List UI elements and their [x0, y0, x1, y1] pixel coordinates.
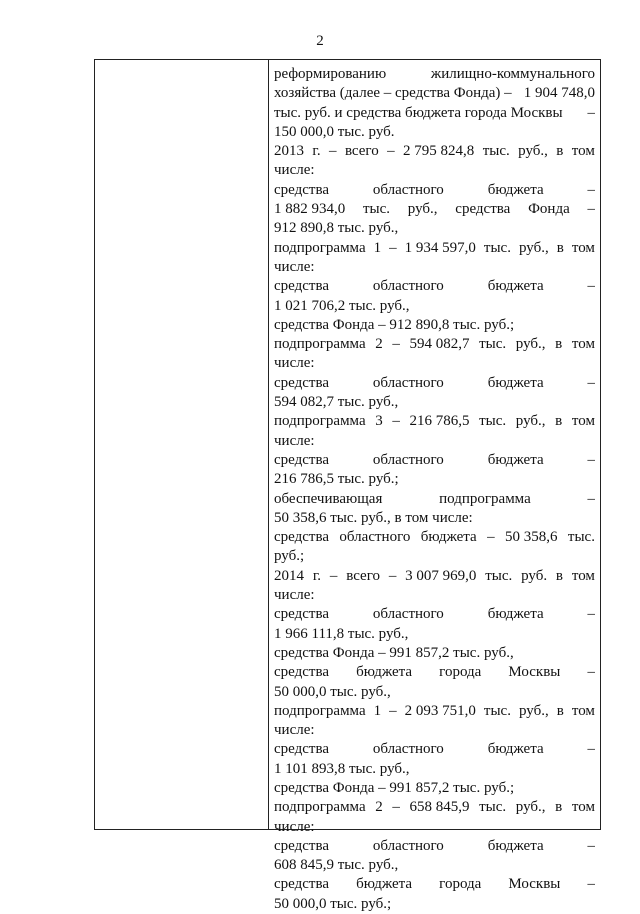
document-table [94, 59, 601, 912]
text-fragment: – [392, 799, 400, 816]
text-fragment: тыс. [479, 799, 507, 816]
text-fragment: руб.; [274, 548, 305, 565]
text-fragment: том [571, 799, 595, 816]
text-fragment: – [387, 143, 395, 160]
text-fragment: – [329, 143, 337, 160]
text-line [274, 354, 595, 373]
text-fragment: г. [312, 143, 321, 160]
text-fragment: областного [372, 278, 444, 295]
text-fragment: областного [372, 741, 444, 758]
text-fragment: бюджета [487, 741, 544, 758]
text-fragment: реформированию [274, 66, 387, 82]
text-fragment: бюджета [420, 529, 477, 546]
text-fragment: – [587, 104, 595, 121]
text-fragment: подпрограмма [274, 336, 366, 353]
text-fragment: бюджета [487, 451, 544, 468]
text-fragment: руб., [515, 799, 546, 816]
text-fragment: – [587, 837, 595, 854]
text-line [274, 740, 595, 759]
text-fragment: 150 000,0 тыс. руб. [274, 123, 395, 140]
text-line [274, 509, 595, 528]
text-fragment: тыс. [485, 567, 513, 584]
text-line [274, 123, 595, 142]
text-fragment: руб., [407, 201, 438, 218]
table-right-cell [269, 60, 600, 912]
text-fragment: 50 358,6 тыс. руб., в том числе: [274, 509, 473, 526]
text-fragment: средства Фонда – 991 857,2 тыс. руб., [274, 644, 514, 661]
text-fragment: руб., [518, 239, 549, 256]
text-line [274, 605, 595, 624]
text-fragment: средства [274, 606, 330, 623]
text-fragment: 1 882 934,0 [274, 201, 346, 218]
text-fragment: – [587, 664, 595, 681]
text-line [274, 393, 595, 412]
text-fragment: бюджета [356, 876, 413, 893]
text-fragment: – [587, 201, 595, 218]
text-fragment: в [555, 799, 563, 816]
text-fragment: подпрограмма [439, 490, 531, 507]
text-line [274, 316, 595, 335]
text-line [274, 239, 595, 258]
text-fragment: том [571, 143, 595, 160]
text-fragment: обеспечивающая [274, 490, 383, 507]
text-fragment: руб., [518, 702, 549, 719]
text-fragment: тыс. [483, 239, 511, 256]
text-fragment: 1 [373, 702, 382, 719]
text-fragment: средства [274, 451, 330, 468]
text-fragment: – [587, 741, 595, 758]
text-line [274, 490, 595, 509]
text-fragment: Москвы [508, 664, 561, 681]
text-line [274, 875, 595, 894]
text-fragment: руб., [518, 143, 548, 160]
text-fragment: подпрограмма [274, 413, 366, 430]
text-fragment: 2013 [274, 143, 304, 160]
text-fragment: – [587, 876, 595, 893]
text-fragment: 1 [373, 239, 382, 256]
text-fragment: бюджета [487, 374, 544, 391]
text-fragment: всего [346, 567, 380, 584]
text-line [274, 335, 595, 354]
text-fragment: руб., [515, 336, 546, 353]
text-fragment: областного [372, 451, 444, 468]
text-fragment: числе: [274, 258, 315, 275]
text-line [274, 779, 595, 798]
text-fragment: средства [274, 181, 330, 198]
text-fragment: 2 [375, 336, 383, 353]
text-fragment: хозяйства (далее – средства Фонда) – [274, 85, 512, 102]
text-fragment: 594 082,7 тыс. руб., [274, 394, 399, 411]
text-fragment: бюджета [487, 606, 544, 623]
text-line [274, 586, 595, 605]
text-fragment: 2 795 824,8 [403, 143, 475, 160]
text-fragment: подпрограмма [274, 239, 366, 256]
text-fragment: числе: [274, 722, 315, 739]
text-fragment: 658 845,9 [409, 799, 470, 816]
text-fragment: – [392, 336, 400, 353]
text-line [274, 625, 595, 644]
text-fragment: – [487, 529, 495, 546]
text-fragment: – [587, 606, 595, 623]
text-fragment: областного [372, 181, 444, 198]
text-fragment: средства Фонда – 991 857,2 тыс. руб.; [274, 779, 515, 796]
text-fragment: 594 082,7 [409, 336, 470, 353]
text-line [274, 297, 595, 316]
text-line [274, 374, 595, 393]
text-line [274, 567, 595, 586]
text-fragment: средства [274, 529, 330, 546]
text-fragment: в [555, 567, 564, 584]
text-fragment: средства [274, 876, 330, 893]
text-fragment: в [555, 413, 563, 430]
text-line [274, 895, 595, 914]
text-fragment: числе: [274, 355, 315, 372]
text-line [274, 683, 595, 702]
text-line [274, 84, 595, 103]
text-fragment: подпрограмма [274, 702, 366, 719]
text-fragment: – [389, 702, 397, 719]
text-line [274, 547, 595, 566]
text-fragment: областного [372, 374, 444, 391]
text-fragment: 1 021 706,2 тыс. руб., [274, 297, 410, 314]
text-fragment: – [329, 567, 338, 584]
text-line [274, 451, 595, 470]
text-line [274, 277, 595, 296]
text-fragment: в [555, 336, 563, 353]
text-fragment: областного [372, 837, 444, 854]
text-line [274, 219, 595, 238]
table-left-cell [95, 60, 269, 829]
text-fragment: 1 934 597,0 [404, 239, 476, 256]
text-fragment: бюджета [487, 837, 544, 854]
text-fragment: – [587, 490, 595, 507]
text-fragment: 2014 [274, 567, 304, 584]
text-fragment: в [556, 143, 564, 160]
text-fragment: руб. [521, 567, 548, 584]
text-fragment: – [392, 413, 400, 430]
text-fragment: бюджета [487, 278, 544, 295]
text-fragment: в [556, 702, 564, 719]
text-fragment: г. [312, 567, 322, 584]
text-fragment: 1 966 111,8 тыс. руб., [274, 625, 409, 642]
text-fragment: том [571, 336, 595, 353]
text-line [274, 721, 595, 740]
text-fragment: всего [344, 143, 379, 160]
text-fragment: 50 000,0 тыс. руб., [274, 683, 391, 700]
text-line [274, 760, 595, 779]
text-fragment: жилищно-коммунального [430, 66, 595, 82]
text-fragment: Фонда [528, 201, 570, 218]
text-fragment: числе: [274, 162, 315, 179]
text-fragment: 3 [375, 413, 383, 430]
text-fragment: том [571, 567, 595, 584]
text-fragment: тыс. [479, 336, 507, 353]
text-fragment: 1 904 748,0 [523, 85, 595, 102]
text-fragment: том [571, 413, 595, 430]
text-fragment: – [388, 567, 397, 584]
text-line [274, 528, 595, 547]
text-fragment: 216 786,5 [409, 413, 470, 430]
text-fragment: 2 093 751,0 [404, 702, 476, 719]
text-fragment: города [439, 664, 482, 681]
text-fragment: тыс. [483, 702, 511, 719]
text-fragment: областного [339, 529, 411, 546]
text-fragment: руб., [515, 413, 546, 430]
text-fragment: средства [274, 664, 330, 681]
text-fragment: 2 [375, 799, 383, 816]
page-number: 2 [316, 33, 324, 49]
text-line [274, 142, 595, 161]
text-fragment: тыс. руб. и средства бюджета города Москвы [274, 104, 563, 121]
text-fragment: тыс. [567, 529, 595, 546]
text-fragment: средства [274, 837, 330, 854]
text-fragment: 50 000,0 тыс. руб.; [274, 895, 392, 912]
text-fragment: – [587, 451, 595, 468]
text-line [274, 181, 595, 200]
text-fragment: 912 890,8 тыс. руб., [274, 220, 399, 237]
text-line [274, 104, 595, 123]
text-line [274, 432, 595, 451]
text-line [274, 856, 595, 875]
text-fragment: – [587, 278, 595, 295]
text-line [274, 470, 595, 489]
text-fragment: Москвы [508, 876, 561, 893]
text-fragment: областного [372, 606, 444, 623]
text-fragment: средства [274, 741, 330, 758]
text-fragment: – [587, 181, 595, 198]
text-line [274, 65, 595, 84]
text-line [274, 798, 595, 817]
text-fragment: города [439, 876, 482, 893]
text-fragment: 50 358,6 [505, 529, 558, 546]
text-fragment: средства Фонда – 912 890,8 тыс. руб.; [274, 316, 515, 333]
text-fragment: том [571, 239, 595, 256]
text-fragment: бюджета [356, 664, 413, 681]
text-fragment: том [571, 702, 595, 719]
text-line [274, 837, 595, 856]
text-line [274, 161, 595, 180]
text-fragment: бюджета [487, 181, 544, 198]
text-fragment: числе: [274, 432, 315, 449]
text-fragment: 216 786,5 тыс. руб.; [274, 471, 399, 488]
text-fragment: 1 101 893,8 тыс. руб., [274, 760, 410, 777]
text-line [274, 200, 595, 219]
text-fragment: 608 845,9 тыс. руб., [274, 857, 399, 874]
text-line [274, 702, 595, 721]
text-fragment: средства [274, 374, 330, 391]
text-line [274, 258, 595, 277]
text-fragment: подпрограмма [274, 799, 366, 816]
text-fragment: тыс. [482, 143, 510, 160]
text-fragment: тыс. [479, 413, 507, 430]
text-fragment: средства [455, 201, 511, 218]
text-line [274, 663, 595, 682]
text-fragment: средства [274, 278, 330, 295]
text-fragment: числе: [274, 818, 315, 835]
text-line [274, 412, 595, 431]
text-fragment: – [587, 374, 595, 391]
text-fragment: числе: [274, 587, 315, 604]
text-fragment: в [556, 239, 564, 256]
text-line [274, 818, 595, 837]
text-line [274, 644, 595, 663]
text-fragment: – [389, 239, 397, 256]
text-fragment: тыс. [363, 201, 391, 218]
text-fragment: 3 007 969,0 [405, 567, 477, 584]
